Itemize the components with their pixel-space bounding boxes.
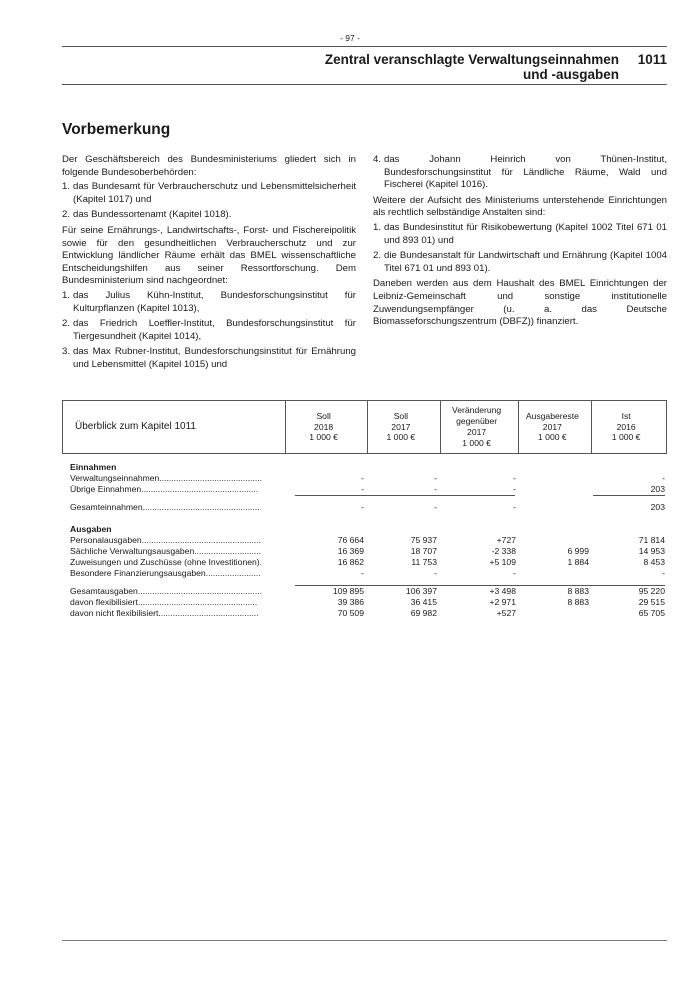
- cell-value: 11 753: [411, 557, 437, 567]
- cell-value: [516, 473, 589, 484]
- list-item-number: 1.: [62, 289, 71, 301]
- overview-header-box: [62, 400, 667, 454]
- total-row: [70, 586, 665, 597]
- list-bundesoberbehoerden: [62, 181, 356, 222]
- list-item: [373, 222, 667, 247]
- list-item: [62, 209, 356, 222]
- sum-rule-einnahmen-ist: [593, 495, 665, 496]
- overview-title: Überblick zum Kapitel 1011: [75, 420, 196, 432]
- list-item: [373, 154, 667, 192]
- cell-value: 70 509: [337, 608, 364, 618]
- list-item-number: 2.: [62, 318, 71, 330]
- list-item-number: 3.: [62, 346, 71, 358]
- cell-value: [516, 484, 589, 495]
- cell-value: 8 453: [643, 557, 665, 567]
- cell-value: [516, 535, 589, 546]
- cell-value: 16 862: [337, 557, 364, 567]
- row-label: Zuweisungen und Zuschüsse (ohne Investitionen).: [70, 557, 263, 567]
- list-item-number: 2.: [373, 250, 382, 262]
- cell-value: -: [361, 568, 364, 578]
- cell-value: -: [434, 473, 437, 483]
- list-item: [62, 318, 356, 343]
- list-item-number: 4.: [373, 154, 382, 165]
- col-veraenderung: [440, 401, 519, 453]
- cell-value: [516, 608, 589, 619]
- list-item-text: das Friedrich Loeffler-Institut, Bundesforschungsinstitut für Tiergesundheit (Kapitel 1014),: [73, 318, 356, 342]
- list-item-text: die Bundesanstalt für Landwirtschaft und Ernährung (Kapitel 1004 Titel 671 01 und 893 01).: [384, 250, 667, 274]
- further-paragraph: Weitere der Aufsicht des Ministeriums unterstehende Einrichtungen als rechtlich selbständige Anstalten sind:: [373, 194, 667, 219]
- row-label: Sächliche Verwaltungsausgaben............................: [70, 546, 262, 556]
- column-header-label: Veränderung gegenüber 2017 1 000 €: [452, 405, 502, 448]
- cell-value: [516, 502, 589, 513]
- cell-value: 8 883: [567, 597, 589, 607]
- section-title: Vorbemerkung: [62, 121, 171, 138]
- cell-value: +727: [496, 535, 516, 545]
- cell-value: 18 707: [410, 546, 437, 556]
- einnahmen-heading: Einnahmen: [70, 462, 117, 472]
- header-title-line2: und -ausgaben: [522, 67, 619, 82]
- ausgaben-heading: Ausgaben: [70, 524, 112, 534]
- intro-paragraph: Der Geschäftsbereich des Bundesministeriums gliedert sich in folgende Bundesoberbehörden:: [62, 154, 356, 178]
- row-label: Personalausgaben..................................................: [70, 535, 262, 545]
- row-label: Übrige Einnahmen.................................................: [70, 484, 259, 494]
- cell-value: 29 515: [638, 597, 665, 607]
- total-row: [70, 502, 665, 513]
- list-item-number: 2.: [62, 209, 71, 221]
- col-ist-2016: [591, 401, 666, 453]
- cell-value: 203: [650, 484, 665, 494]
- cell-value: +3 498: [489, 586, 516, 596]
- column-header-label: Soll 2018 1 000 €: [309, 410, 338, 443]
- col-soll-2018: [285, 401, 367, 453]
- col-ausgabereste: [518, 401, 591, 453]
- cell-value: 39 386: [337, 597, 364, 607]
- list-item-number: 1.: [62, 181, 71, 193]
- cell-value: 203: [650, 502, 665, 512]
- list-item: [62, 346, 356, 371]
- table-row: [70, 535, 665, 546]
- research-paragraph: Für seine Ernährungs-, Landwirtschafts-, Forst- und Fischereipolitik sowie für den gesundheitlichen Verbraucherschutz und zur Entwicklung ländlicher Räume erhält das BMEL wissenschaftliche Entscheidungshilfen aus seiner Ressortforschung. Dem Bundesministerium sind nachgeordnet:: [62, 224, 356, 287]
- table-row: [70, 546, 665, 557]
- column-header-label: Soll 2017 1 000 €: [386, 410, 416, 443]
- cell-value: 16 369: [337, 546, 364, 556]
- cell-value: 65 705: [638, 608, 665, 618]
- header-rule-top: [62, 46, 667, 47]
- list-item-text: das Bundesinstitut für Risikobewertung (Kapitel 1002 Titel 671 01 und 893 01) und: [384, 221, 667, 246]
- running-header: [325, 52, 667, 82]
- cell-value: -: [361, 473, 364, 483]
- list-institutes-continued: [373, 154, 667, 192]
- sum-rule-einnahmen: [295, 495, 515, 496]
- total-row: [70, 608, 665, 619]
- list-item-text: das Julius Kühn-Institut, Bundesforschungsinstitut für Kulturpflanzen (Kapitel 1013),: [73, 289, 356, 314]
- list-anstalten: [373, 222, 667, 275]
- table-row: [70, 484, 665, 495]
- right-column: [373, 154, 667, 331]
- total-row: [70, 597, 665, 608]
- row-label: Gesamtausgaben....................................................: [70, 586, 262, 596]
- header-rule-bottom: [62, 84, 667, 85]
- row-label: Gesamteinnahmen.................................................: [70, 502, 260, 512]
- sum-rule-ausgaben: [295, 585, 665, 586]
- column-header-label: Ist 2016 1 000 €: [611, 410, 641, 443]
- list-item-number: 1.: [373, 221, 382, 233]
- cell-value: -: [662, 568, 665, 578]
- cell-value: -: [434, 568, 437, 578]
- list-institutes: [62, 290, 356, 372]
- footer-rule: [62, 940, 667, 941]
- cell-value: -: [361, 484, 364, 494]
- cell-value: -: [513, 473, 516, 483]
- table-row: [70, 557, 665, 568]
- cell-value: 109 895: [332, 586, 364, 596]
- col-soll-2017: [367, 401, 440, 453]
- list-item: [62, 290, 356, 315]
- list-item: [373, 250, 667, 275]
- cell-value: -: [434, 502, 437, 512]
- list-item-text: das Johann Heinrich von Thünen-Institut, Bundesforschungsinstitut für Ländliche Räume, Wald und Fischerei (Kapitel 1016).: [384, 154, 667, 191]
- row-label: davon nicht flexibilisiert..........................................: [70, 608, 259, 618]
- cell-value: +2 971: [489, 597, 516, 607]
- overview-table: [70, 462, 665, 619]
- cell-value: -: [662, 473, 665, 483]
- row-label: Besondere Finanzierungsausgaben.......................: [70, 568, 261, 578]
- cell-value: 1 884: [567, 557, 589, 567]
- cell-value: 95 220: [638, 586, 665, 596]
- table-row: [70, 473, 665, 484]
- list-item: [62, 181, 356, 206]
- table-row: [70, 568, 665, 579]
- cell-value: 14 953: [638, 546, 665, 556]
- page-number: - 97 -: [340, 33, 360, 43]
- closing-paragraph: Daneben werden aus dem Haushalt des BMEL Einrichtungen der Leibniz-Gemeinschaft und sonstige institutionelle Zuwendungsempfänger (u. a. das Deutsche Biomasseforschungszentrum (DBFZ)) finanziert.: [373, 278, 667, 328]
- list-item-text: das Max Rubner-Institut, Bundesforschungsinstitut für Ernährung und Lebensmittel (Kapitel 1015) und: [73, 346, 356, 370]
- cell-value: 36 415: [410, 597, 437, 607]
- cell-value: -: [434, 484, 437, 494]
- row-label: Verwaltungseinnahmen...........................................: [70, 473, 263, 483]
- cell-value: 75 937: [410, 535, 437, 545]
- cell-value: 106 397: [405, 586, 437, 596]
- cell-value: -2 338: [491, 546, 516, 556]
- cell-value: [516, 568, 589, 579]
- cell-value: -: [513, 568, 516, 578]
- header-title-line1: Zentral veranschlagte Verwaltungseinnahmen: [324, 52, 619, 67]
- cell-value: -: [513, 502, 516, 512]
- left-column: [62, 154, 356, 375]
- row-label: davon flexibilisiert..................................................: [70, 597, 258, 607]
- cell-value: +527: [496, 608, 516, 618]
- cell-value: 8 883: [567, 586, 589, 596]
- list-item-text: das Bundesamt für Verbraucherschutz und Lebensmittelsicherheit (Kapitel 1017) und: [73, 181, 356, 205]
- cell-value: 69 982: [410, 608, 437, 618]
- chapter-number: 1011: [637, 52, 667, 67]
- column-header-label: Ausgabereste 2017 1 000 €: [525, 410, 579, 443]
- cell-value: +5 109: [489, 557, 516, 567]
- list-item-text: das Bundessortenamt (Kapitel 1018).: [73, 209, 232, 221]
- cell-value: -: [513, 484, 516, 494]
- cell-value: -: [361, 502, 364, 512]
- cell-value: 71 814: [638, 535, 665, 545]
- cell-value: 6 999: [567, 546, 589, 556]
- cell-value: 76 664: [337, 535, 364, 545]
